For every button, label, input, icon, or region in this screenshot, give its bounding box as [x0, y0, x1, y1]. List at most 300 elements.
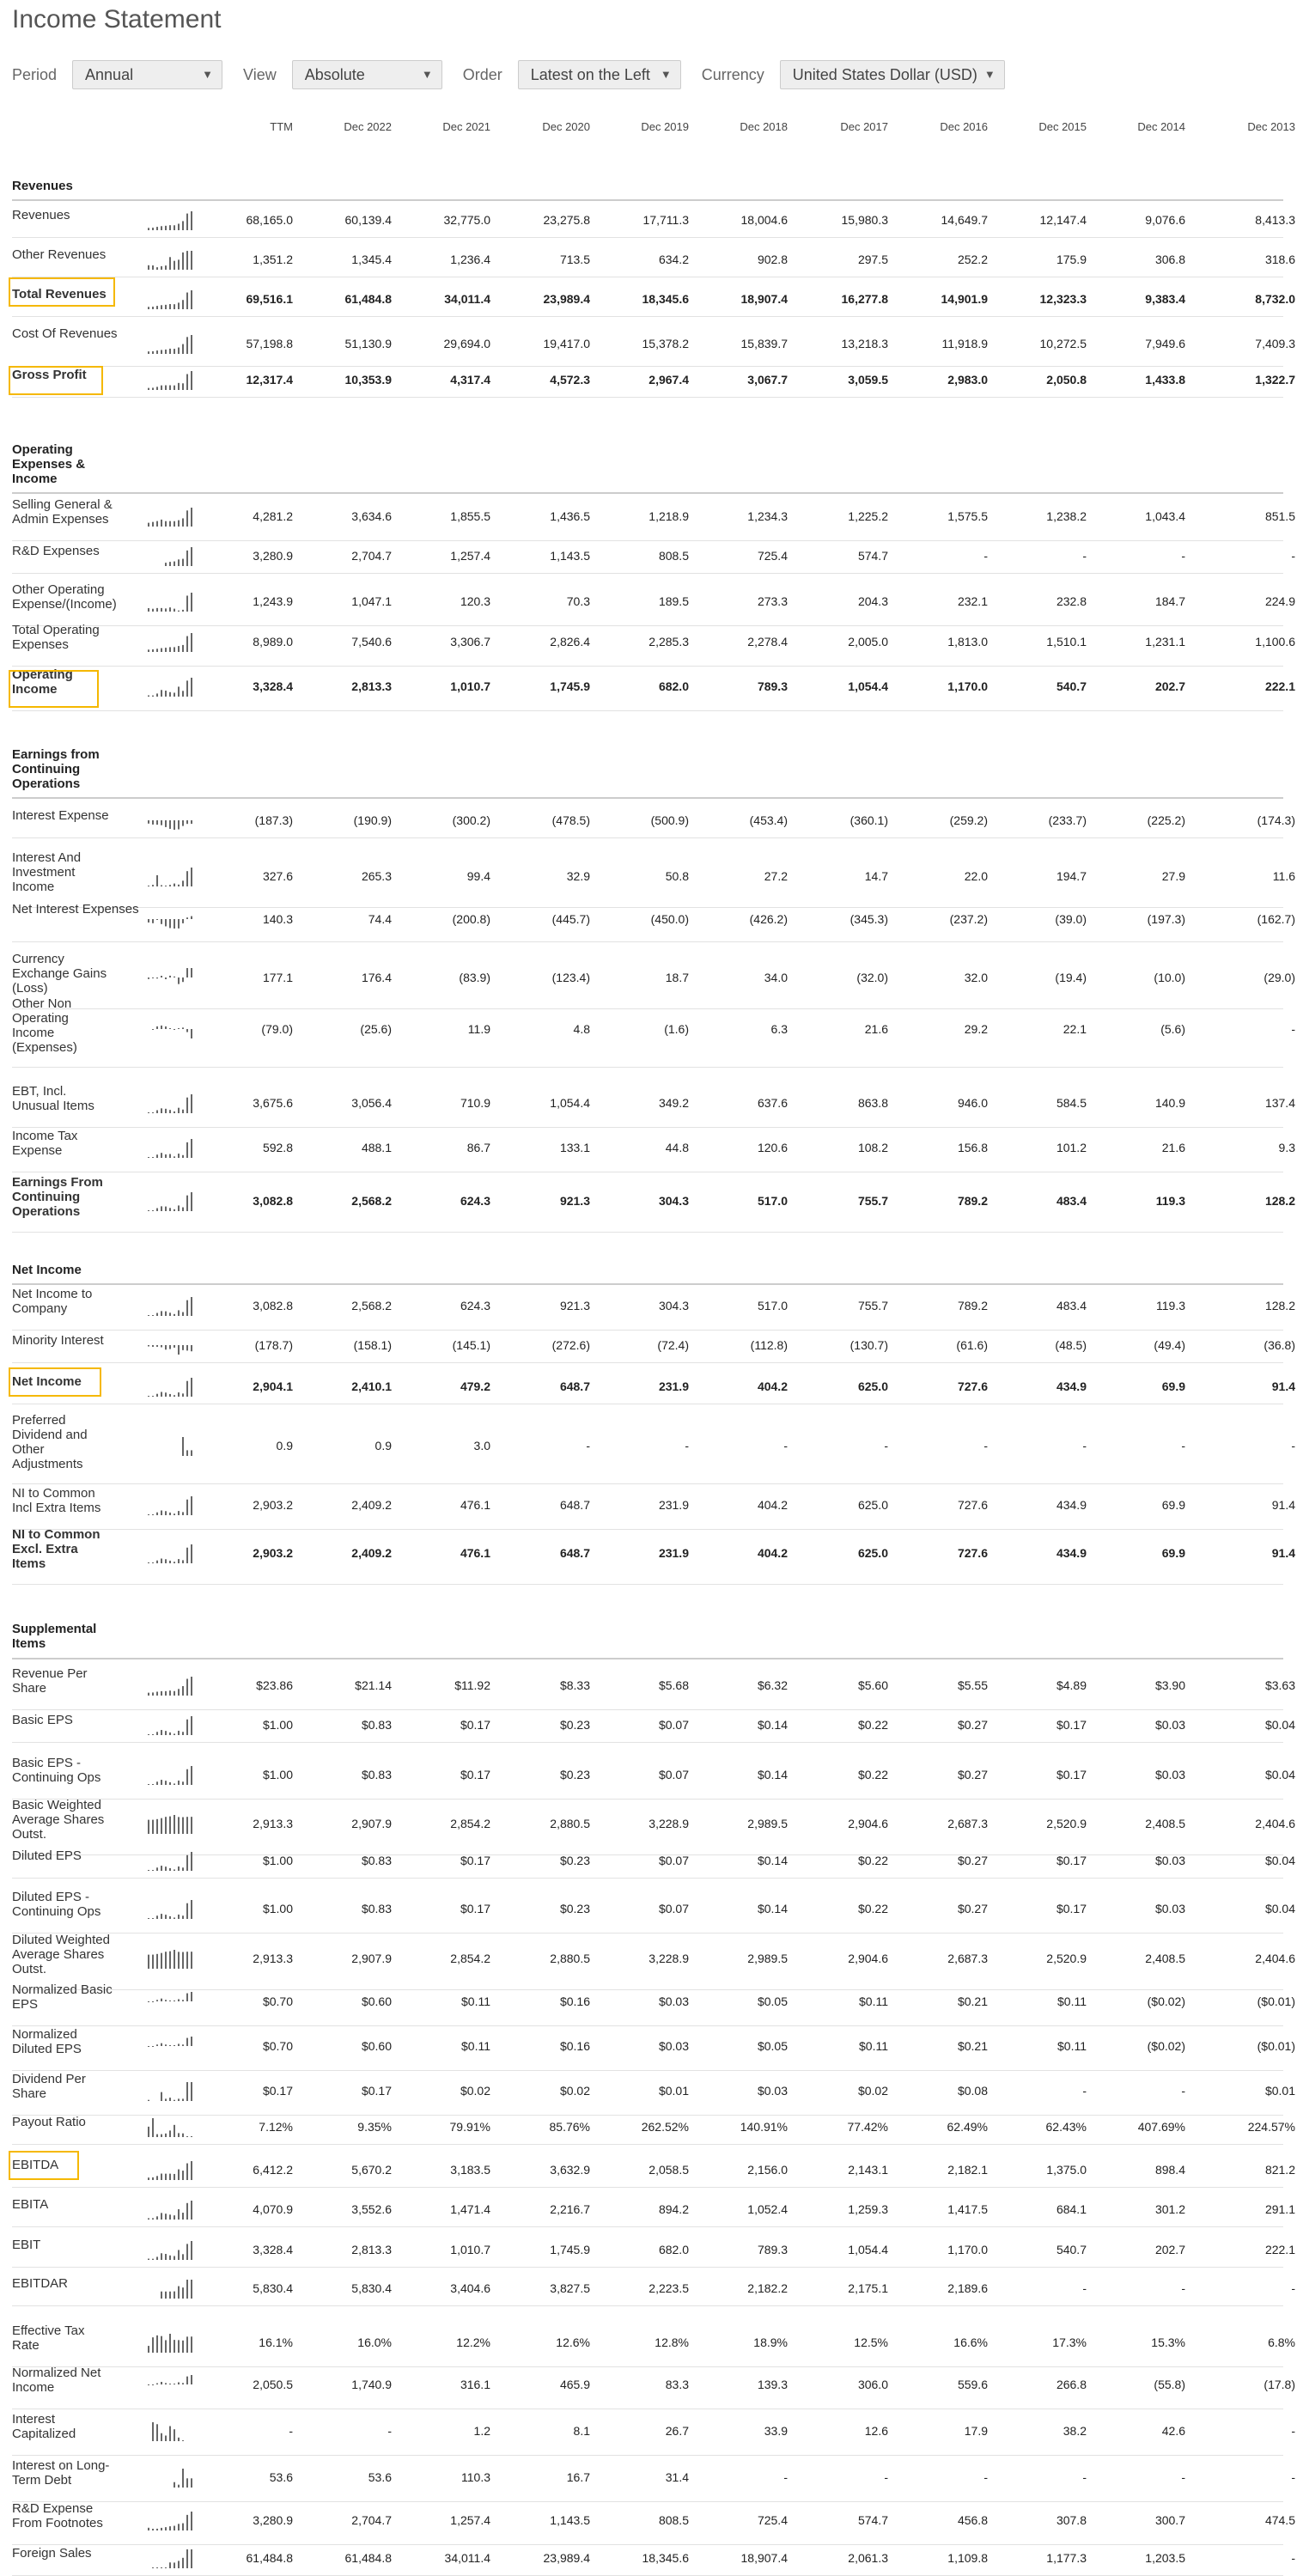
table-cell: 306.8 — [1154, 252, 1185, 266]
table-cell: $0.17 — [1056, 1853, 1087, 1867]
sparkline[interactable] — [146, 333, 198, 354]
table-row — [0, 247, 1297, 271]
table-cell: 3,056.4 — [351, 1095, 392, 1110]
sparkline-bar — [161, 1914, 162, 1919]
table-cell: 12,323.3 — [1039, 291, 1087, 306]
row-divider — [12, 1483, 1283, 1484]
table-cell: (360.1) — [849, 813, 888, 827]
sparkline-bar — [161, 226, 162, 230]
sparkline-bar — [152, 1157, 154, 1158]
sparkline[interactable] — [146, 506, 198, 527]
table-cell: - — [783, 1438, 788, 1452]
sparkline-bar — [152, 1396, 154, 1397]
sparkline-bar — [182, 1818, 184, 1834]
table-cell: 69,516.1 — [246, 291, 293, 306]
sparkline[interactable] — [146, 1435, 198, 1456]
table-cell: 22.0 — [964, 868, 988, 883]
table-cell: 318.6 — [1264, 252, 1295, 266]
view-select-value: Absolute — [304, 65, 365, 83]
table-cell: (39.0) — [1055, 911, 1087, 926]
sparkline-bar — [174, 1395, 175, 1397]
table-cell: 14.7 — [864, 868, 888, 883]
table-cell: 2,050.5 — [253, 2377, 293, 2391]
sparkline[interactable] — [146, 866, 198, 886]
sparkline[interactable] — [146, 591, 198, 612]
table-cell: $1.00 — [262, 1853, 293, 1867]
table-cell: ($0.02) — [1147, 2038, 1185, 2053]
sparkline[interactable] — [146, 2467, 198, 2488]
table-cell: $0.07 — [658, 1853, 689, 1867]
table-cell: 74.4 — [368, 911, 392, 926]
table-cell: 9,076.6 — [1145, 212, 1185, 227]
row-label: Net Interest Expenses — [12, 902, 139, 917]
table-cell: 27.2 — [764, 868, 788, 883]
sparkline[interactable] — [146, 2278, 198, 2299]
table-cell: 9.3 — [1278, 1140, 1295, 1154]
sparkline-bar — [186, 2377, 188, 2384]
table-cell: $6.32 — [757, 1678, 788, 1692]
sparkline-bar — [148, 2001, 149, 2002]
table-cell: 1,745.9 — [550, 2242, 590, 2256]
sparkline-chart — [146, 1948, 198, 1969]
sparkline-chart — [146, 631, 198, 652]
sparkline-bar — [156, 1154, 158, 1158]
sparkline-bar — [191, 1766, 192, 1785]
row-label: Interest And Investment Income — [12, 850, 82, 894]
sparkline-bar — [165, 608, 167, 612]
sparkline-bar — [148, 1693, 149, 1696]
table-cell: 476.1 — [460, 1545, 490, 1560]
sparkline[interactable] — [146, 289, 198, 309]
table-cell: (17.8) — [1264, 2377, 1295, 2391]
table-cell: 29,694.0 — [443, 336, 490, 350]
sparkline-bar — [161, 976, 162, 977]
sparkline-bar — [148, 1955, 149, 1969]
row-divider — [12, 540, 1283, 541]
sparkline[interactable] — [146, 369, 198, 390]
table-cell: 57,198.8 — [246, 336, 293, 350]
sparkline-bar — [152, 696, 154, 697]
row-label: Income Tax Expense — [12, 1129, 78, 1158]
sparkline-bar — [169, 2426, 171, 2441]
table-cell: - — [387, 2423, 392, 2438]
sparkline-bar — [156, 2529, 158, 2530]
currency-select[interactable] — [780, 60, 1005, 89]
sparkline[interactable] — [146, 2080, 198, 2101]
table-cell: 15,378.2 — [642, 336, 689, 350]
table-cell: 2,568.2 — [351, 1193, 392, 1208]
table-cell: $0.03 — [658, 2038, 689, 2053]
sparkline[interactable] — [146, 210, 198, 230]
row-divider — [12, 2544, 1283, 2545]
table-cell: 306.0 — [857, 2377, 888, 2391]
sparkline[interactable] — [146, 249, 198, 270]
table-cell: $0.17 — [361, 2083, 392, 2098]
sparkline[interactable] — [146, 2199, 198, 2220]
table-cell: 2,404.6 — [1255, 1951, 1295, 1965]
sparkline[interactable] — [146, 1295, 198, 1316]
table-cell: $0.22 — [857, 1901, 888, 1915]
sparkline-bar — [174, 261, 175, 270]
sparkline-bar — [191, 1900, 192, 1919]
sparkline-bar — [186, 1098, 188, 1113]
table-cell: 137.4 — [1264, 1095, 1295, 1110]
sparkline[interactable] — [146, 1898, 198, 1919]
sparkline-bar — [191, 2512, 192, 2530]
table-cell: $0.11 — [1057, 1994, 1087, 2008]
table-cell: 789.3 — [757, 2242, 788, 2256]
table-cell: 789.2 — [957, 1298, 988, 1312]
sparkline-bar — [186, 1855, 188, 1871]
sparkline-bar — [178, 1028, 180, 1029]
sparkline-bar — [191, 593, 192, 612]
sparkline[interactable] — [146, 1850, 198, 1871]
table-cell: 624.3 — [460, 1193, 490, 1208]
table-cell: 61,484.8 — [246, 2550, 293, 2565]
table-cell: $0.05 — [757, 2038, 788, 2053]
sparkline[interactable] — [146, 2036, 198, 2056]
table-cell: 2,904.1 — [253, 1379, 293, 1393]
sparkline-bar — [156, 1954, 158, 1969]
sparkline-bar — [169, 257, 171, 270]
table-cell: $5.68 — [658, 1678, 689, 1692]
sparkline-bar — [148, 2384, 149, 2385]
table-cell: 140.9 — [1154, 1095, 1185, 1110]
sparkline-bar — [169, 1916, 171, 1919]
sparkline-bar — [169, 647, 171, 652]
sparkline-bar — [182, 1512, 184, 1515]
table-cell: (29.0) — [1264, 970, 1295, 984]
sparkline-bar — [148, 1345, 149, 1346]
table-cell: 3,632.9 — [550, 2162, 590, 2177]
table-cell: 9.35% — [357, 2119, 392, 2134]
table-cell: 273.3 — [757, 594, 788, 608]
sparkline-bar — [186, 1300, 188, 1316]
sparkline-chart — [146, 1335, 198, 1355]
table-cell: 12.5% — [854, 2335, 888, 2349]
table-cell: $0.03 — [757, 2083, 788, 2098]
sparkline-bar — [161, 2382, 162, 2384]
table-cell: 648.7 — [559, 1497, 590, 1512]
table-cell: - — [1291, 548, 1295, 563]
table-cell: 456.8 — [957, 2512, 988, 2527]
sparkline[interactable] — [146, 967, 198, 988]
table-cell: 1,351.2 — [253, 252, 293, 266]
table-cell: 18,345.6 — [642, 291, 689, 306]
table-cell: (79.0) — [261, 1021, 293, 1036]
sparkline-chart — [146, 1991, 198, 2012]
sparkline[interactable] — [146, 1543, 198, 1563]
table-cell: (187.3) — [254, 813, 293, 827]
sparkline-bar — [152, 1734, 154, 1735]
sparkline-bar — [156, 693, 158, 697]
sparkline-bar — [186, 2336, 188, 2353]
sparkline-bar — [191, 1716, 192, 1735]
table-cell: (190.9) — [353, 813, 392, 827]
sparkline-bar — [148, 1157, 149, 1158]
sparkline[interactable] — [146, 2159, 198, 2180]
table-cell: $0.83 — [361, 1901, 392, 1915]
table-row — [0, 1084, 1297, 1122]
sparkline-bar — [165, 2527, 167, 2530]
table-cell: 224.9 — [1264, 594, 1295, 608]
table-cell: $0.04 — [1264, 1717, 1295, 1732]
sparkline-bar — [148, 2259, 149, 2260]
sparkline[interactable] — [146, 676, 198, 697]
sparkline-bar — [186, 1548, 188, 1563]
sparkline-bar — [156, 1345, 158, 1347]
table-cell: 584.5 — [1056, 1095, 1087, 1110]
sparkline-bar — [174, 1783, 175, 1785]
table-cell: (55.8) — [1154, 2377, 1185, 2391]
sparkline-bar — [178, 1310, 180, 1316]
row-divider — [12, 2455, 1283, 2456]
sparkline-bar — [148, 1784, 149, 1785]
table-cell: 637.6 — [757, 1095, 788, 1110]
order-select[interactable] — [518, 60, 681, 89]
table-cell: 1,510.1 — [1046, 634, 1087, 649]
sparkline-bar — [169, 349, 171, 354]
sparkline-bar — [152, 977, 154, 978]
row-label: Basic EPS — [12, 1713, 73, 1727]
sparkline-bar — [182, 2383, 184, 2384]
table-cell: 31.4 — [665, 2469, 689, 2484]
sparkline-bar — [182, 1208, 184, 1211]
sparkline-bar — [165, 2174, 167, 2180]
sparkline-bar — [182, 880, 184, 886]
sparkline[interactable] — [146, 2116, 198, 2137]
sparkline[interactable] — [146, 1948, 198, 1969]
sparkline[interactable] — [146, 1191, 198, 1211]
table-cell: 2,989.5 — [747, 1951, 788, 1965]
table-cell: 12.6 — [864, 2423, 888, 2438]
table-cell: 176.4 — [361, 970, 392, 984]
sparkline[interactable] — [146, 810, 198, 831]
sparkline-bar — [186, 636, 188, 652]
table-cell: 128.2 — [1264, 1193, 1295, 1208]
table-cell: 13,218.3 — [841, 336, 888, 350]
sparkline[interactable] — [146, 1813, 198, 1834]
sparkline-bar — [182, 344, 184, 354]
sparkline[interactable] — [146, 2332, 198, 2353]
sparkline-bar — [161, 2174, 162, 2180]
table-cell: 23,275.8 — [543, 212, 590, 227]
sparkline-bar — [169, 1690, 171, 1696]
sparkline-bar — [165, 2098, 167, 2101]
sparkline[interactable] — [146, 2374, 198, 2395]
table-cell: 101.2 — [1056, 1140, 1087, 1154]
table-cell: 61,484.8 — [344, 2550, 392, 2565]
view-select[interactable] — [292, 60, 442, 89]
sparkline-bar — [165, 1731, 167, 1735]
table-cell: 262.52% — [641, 2119, 689, 2134]
table-cell: 4.8 — [573, 1021, 590, 1036]
sparkline-bar — [178, 1731, 180, 1735]
row-label: Dividend Per Share — [12, 2072, 86, 2101]
sparkline-bar — [182, 253, 184, 270]
sparkline-bar — [182, 383, 184, 390]
sparkline-bar — [174, 820, 175, 830]
sparkline-bar — [156, 2567, 158, 2568]
sparkline-bar — [182, 2440, 184, 2441]
sparkline-bar — [148, 2528, 149, 2530]
table-cell: 5,670.2 — [351, 2162, 392, 2177]
table-cell: 3,328.4 — [253, 679, 293, 693]
sparkline-bar — [186, 2549, 188, 2568]
sparkline-bar — [182, 1560, 184, 1563]
sparkline[interactable] — [146, 2510, 198, 2530]
sparkline[interactable] — [146, 1376, 198, 1397]
sparkline-chart — [146, 2548, 198, 2568]
sparkline[interactable] — [146, 2548, 198, 2568]
table-cell: $0.07 — [658, 1901, 689, 1915]
sparkline-bar — [186, 2280, 188, 2299]
sparkline-chart — [146, 210, 198, 230]
table-cell: 266.8 — [1056, 2377, 1087, 2391]
table-cell: 108.2 — [857, 1140, 888, 1154]
sparkline-chart — [146, 506, 198, 527]
sparkline-bar — [186, 1345, 188, 1350]
sparkline-bar — [178, 259, 180, 270]
row-divider — [12, 1067, 1283, 1068]
sparkline-bar — [178, 383, 180, 390]
sparkline-bar — [165, 1026, 167, 1029]
sparkline-chart — [146, 2421, 198, 2441]
sparkline-bar — [148, 649, 149, 652]
table-cell: $0.60 — [361, 1994, 392, 2008]
sparkline[interactable] — [146, 2239, 198, 2260]
table-cell: 61,484.8 — [344, 291, 392, 306]
sparkline[interactable] — [146, 545, 198, 566]
sparkline[interactable] — [146, 1335, 198, 1355]
sparkline-bar — [169, 607, 171, 612]
row-label: Diluted EPS — [12, 1848, 82, 1863]
sparkline[interactable] — [146, 1991, 198, 2012]
section-title: Revenues — [12, 179, 73, 193]
sparkline[interactable] — [146, 1019, 198, 1039]
sparkline-chart — [146, 1093, 198, 1113]
table-cell: $0.70 — [262, 1994, 293, 2008]
table-cell: 120.3 — [460, 594, 490, 608]
column-header-dec-2021: Dec 2021 — [442, 120, 490, 133]
sparkline-bar — [169, 2098, 171, 2101]
table-cell: 222.1 — [1264, 2242, 1295, 2256]
table-cell: 3,328.4 — [253, 2242, 293, 2256]
sparkline-bar — [156, 227, 158, 230]
table-cell: 5,830.4 — [351, 2281, 392, 2295]
table-cell: 404.2 — [757, 1379, 788, 1393]
table-cell: 434.9 — [1056, 1497, 1087, 1512]
table-cell: $0.04 — [1264, 1853, 1295, 1867]
sparkline[interactable] — [146, 1714, 198, 1735]
row-label: Other Operating Expense/(Income) — [12, 582, 117, 612]
sparkline-bar — [186, 2203, 188, 2220]
sparkline-bar — [191, 290, 192, 309]
sparkline-bar — [182, 1867, 184, 1871]
table-cell: $0.17 — [460, 1853, 490, 1867]
table-cell: 2,983.0 — [947, 372, 988, 387]
sparkline-bar — [191, 633, 192, 652]
sparkline[interactable] — [146, 1137, 198, 1158]
table-cell: 2,913.3 — [253, 1816, 293, 1830]
sparkline-bar — [165, 2254, 167, 2260]
sparkline-bar — [152, 307, 154, 309]
row-divider — [12, 1330, 1283, 1331]
table-row — [0, 2238, 1297, 2262]
sparkline-bar — [165, 2383, 167, 2384]
sparkline-bar — [169, 2214, 171, 2220]
table-cell: - — [586, 1438, 590, 1452]
sparkline-bar — [169, 2292, 171, 2299]
sparkline-bar — [178, 2340, 180, 2353]
sparkline-bar — [186, 251, 188, 270]
sparkline-bar — [191, 335, 192, 354]
table-cell: 2,967.4 — [648, 372, 689, 387]
table-cell: 15.3% — [1151, 2335, 1185, 2349]
sparkline-chart — [146, 1295, 198, 1316]
table-cell: $0.22 — [857, 1717, 888, 1732]
period-select[interactable] — [72, 60, 222, 89]
sparkline-bar — [148, 820, 149, 824]
sparkline-bar — [152, 1918, 154, 1919]
table-cell: ($0.01) — [1257, 1994, 1295, 2008]
sparkline-bar — [156, 1513, 158, 1515]
sparkline-bar — [182, 691, 184, 697]
sparkline-bar — [178, 686, 180, 697]
sparkline-bar — [148, 608, 149, 612]
sparkline[interactable] — [146, 1495, 198, 1515]
table-cell: $0.03 — [658, 1994, 689, 2008]
sparkline-bar — [148, 307, 149, 309]
sparkline-bar — [165, 350, 167, 354]
table-cell: 1.2 — [473, 2423, 490, 2438]
sparkline-bar — [161, 1311, 162, 1316]
row-divider — [12, 316, 1283, 317]
table-cell: 2,050.8 — [1046, 372, 1087, 387]
table-row — [0, 1982, 1297, 2020]
table-cell: (500.9) — [650, 813, 689, 827]
table-cell: 53.6 — [269, 2469, 293, 2484]
sparkline-bar — [156, 1313, 158, 1316]
table-cell: 789.2 — [957, 1193, 988, 1208]
table-cell: 1,170.0 — [947, 679, 988, 693]
sparkline-bar — [165, 226, 167, 230]
table-cell: 1,054.4 — [848, 679, 888, 693]
sparkline[interactable] — [146, 1764, 198, 1785]
sparkline[interactable] — [146, 631, 198, 652]
table-cell: 1,259.3 — [848, 2201, 888, 2216]
sparkline[interactable] — [146, 2421, 198, 2441]
table-cell: 2,409.2 — [351, 1497, 392, 1512]
table-cell: 0.9 — [374, 1438, 392, 1452]
sparkline[interactable] — [146, 1093, 198, 1113]
sparkline-bar — [169, 885, 171, 886]
table-cell: 474.5 — [1264, 2512, 1295, 2527]
sparkline-bar — [169, 386, 171, 390]
sparkline-bar — [174, 2292, 175, 2299]
table-cell: 12.6% — [556, 2335, 590, 2349]
row-label: Total Operating Expenses — [12, 623, 100, 652]
table-cell: 110.3 — [461, 2469, 490, 2484]
sparkline[interactable] — [146, 1675, 198, 1696]
section-title: Net Income — [12, 1263, 82, 1277]
sparkline[interactable] — [146, 909, 198, 929]
table-cell: (83.9) — [459, 970, 490, 984]
table-cell: 231.9 — [658, 1545, 689, 1560]
table-cell: $0.21 — [957, 2038, 988, 2053]
sparkline-chart — [146, 866, 198, 886]
table-cell: 1,417.5 — [947, 2201, 988, 2216]
